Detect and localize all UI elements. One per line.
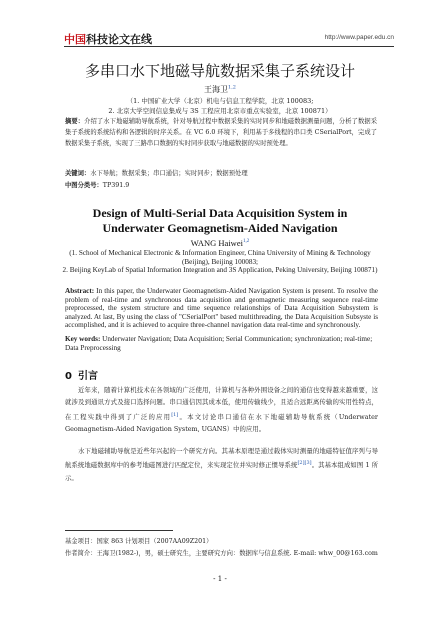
chinese-affiliation: （1. 中国矿业大学（北京）机电与信息工程学院，北京 100083; 2. 北京大学空间信息集成与 3S 工程应用北京市重点实验室，北京 100871） — [108, 97, 332, 115]
site-url[interactable]: http://www.paper.edu.cn — [324, 34, 394, 41]
footnote-divider — [65, 530, 173, 531]
chinese-author: 王海卫$^{1,2}$ — [204, 84, 236, 94]
footnote-author-bio: 作者简介：王海卫(1982-)，男，硕士研究生，主要研究方向：数据库与信息系统. E-mail: whw_00@163.com — [65, 550, 378, 557]
body-paragraph: 近年来，随着计算机技术在各领域的广泛使用，计算机与各种外围设备之间的通信也变得越来越重要，这就涉及到通讯方式及接口选择问题。串口通信因其成本低，使用传输线少，且适合远距离传输的实用性特点，在工程实践中得到了广泛的应用[1]。本文讨论串口通信在水下地磁辅助导航系统（Underwater Geomagnetism-Aided Navigation System, UGANS）中的应用。 — [65, 386, 378, 434]
chinese-title: 多串口水下地磁导航数据采集子系统设计 — [84, 62, 355, 80]
section-heading: 0 引言 — [65, 371, 98, 382]
english-keywords: Key words: Underwater Navigation; Data Acquisition; Serial Communication; synchronization; real-time; Data Preprocessing — [65, 335, 373, 352]
english-affiliation: (1. School of Mechanical Electronic & Information Engineer, China University of Mining & Technology (Beijing), Beijing 100083; 2. Beijing KeyLab of Spatial Information Integration and 3S Application, Peking University, Beijing 100871) — [62, 249, 378, 275]
english-abstract: Abstract: In this paper, the Underwater Geomagnetism-Aided Navigation System is present. To resolve the problem of real-time and synchronous data acquisition and geomagnetic measuring sequence real-time preprocessed, the system structure and time sequence relationships of Data Acquisition Subsystem is analyzed. At last, By using the class of "CSerialPort" based multithreading, the Data Acquisition Subsyste is accomplished, and it is achieved to acquire three-channel navigation data real-time and synchronously. — [65, 287, 378, 330]
page-number: - 1 - — [213, 575, 227, 583]
journal-logo: 中国科技论文在线 — [64, 33, 152, 46]
chinese-keywords: 关键词：水下导航；数据采集；串口通信；实时同步；数据预处理 — [65, 170, 248, 177]
english-title: Design of Multi-Serial Data Acquisition System in Underwater Geomagnetism-Aided Navigation — [92, 206, 348, 235]
citation-link[interactable]: [2][3] — [297, 460, 312, 467]
citation-link[interactable]: [1] — [171, 411, 179, 418]
header-divider — [64, 46, 394, 47]
body-paragraph: 水下地磁辅助导航是近些年兴起的一个研究方向。其基本原理是通过载体实时测量的地磁特征值序列与导航系统地磁数据库中的参考地磁图进行匹配定位，来实现定位并实时修正惯导系统[2][3]。其基本组成如图 1 所示。 — [65, 447, 378, 482]
footnote-funding: 基金项目：国家 863 计划项目（2007AA09Z201） — [65, 538, 213, 545]
classification-number: 中图分类号：TP391.9 — [65, 182, 130, 189]
english-author: WANG Haiwei$^{1,2}$ — [190, 238, 250, 248]
chinese-abstract: 摘要：介绍了水下地磁辅助导航系统，针对导航过程中数据采集的实时同步和地磁数据测量问题，分析了数据采集子系统的系统结构和各逻辑的时序关系。在 VC 6.0 环境下，利用基于多线程的串口类 CSerialPort，完成了数据采集子系统，实现了三路串口数据的实时同步获取与地磁数据的实时预处理。 — [65, 118, 378, 147]
journal-header — [64, 30, 394, 46]
